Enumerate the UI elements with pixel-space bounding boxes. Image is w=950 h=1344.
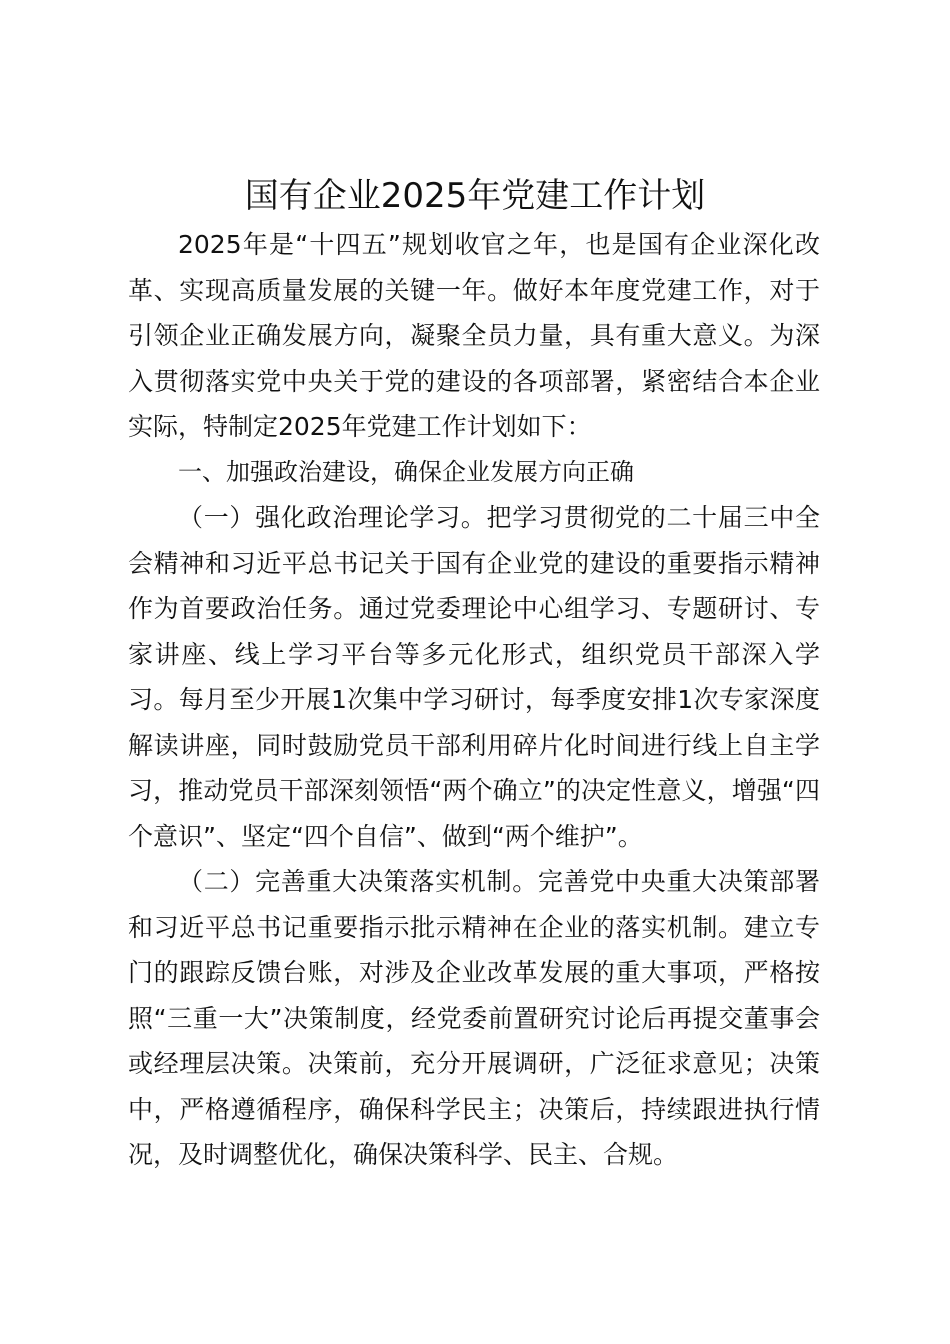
document-body [128,222,820,1178]
item-1-lead: （一）强化政治理论学习。 [178,503,487,532]
intro-paragraph: 2025年是“十四五”规划收官之年，也是国有企业深化改革、实现高质量发展的关键一年。做好本年度党建工作，对于引领企业正确发展方向，凝聚全员力量，具有重大意义。为深入贯彻落实党中央关于党的建设的各项部署，紧密结合本企业实际，特制定2025年党建工作计划如下： [128,230,820,441]
item-2-text: 完善党中央重大决策部署和习近平总书记重要指示批示精神在企业的落实机制。建立专门的跟踪反馈台账，对涉及企业改革发展的重大事项，严格按照“三重一大”决策制度，经党委前置研究讨论后再提交董事会或经理层决策。决策前，充分开展调研，广泛征求意见；决策中，严格遵循程序，确保科学民主；决策后，持续跟进执行情况，及时调整优化，确保决策科学、民主、合规。 [128,867,820,1169]
section-heading: 一、加强政治建设，确保企业发展方向正确 [178,457,634,486]
item-1-text: 把学习贯彻党的二十届三中全会精神和习近平总书记关于国有企业党的建设的重要指示精神作为首要政治任务。通过党委理论中心组学习、专题研讨、专家讲座、线上学习平台等多元化形式，组织党员干部深入学习。每月至少开展1次集中学习研讨，每季度安排1次专家深度解读讲座，同时鼓励党员干部利用碎片化时间进行线上自主学习，推动党员干部深刻领悟“两个确立”的决定性意义，增强“四个意识”、坚定“四个自信”、做到“两个维护”。 [128,503,820,851]
item-2-lead: （二）完善重大决策落实机制。 [178,867,538,896]
section-item-1 [128,495,820,859]
section-item-2 [128,859,820,1178]
document-title: 国有企业2025年党建工作计划 [244,176,706,216]
